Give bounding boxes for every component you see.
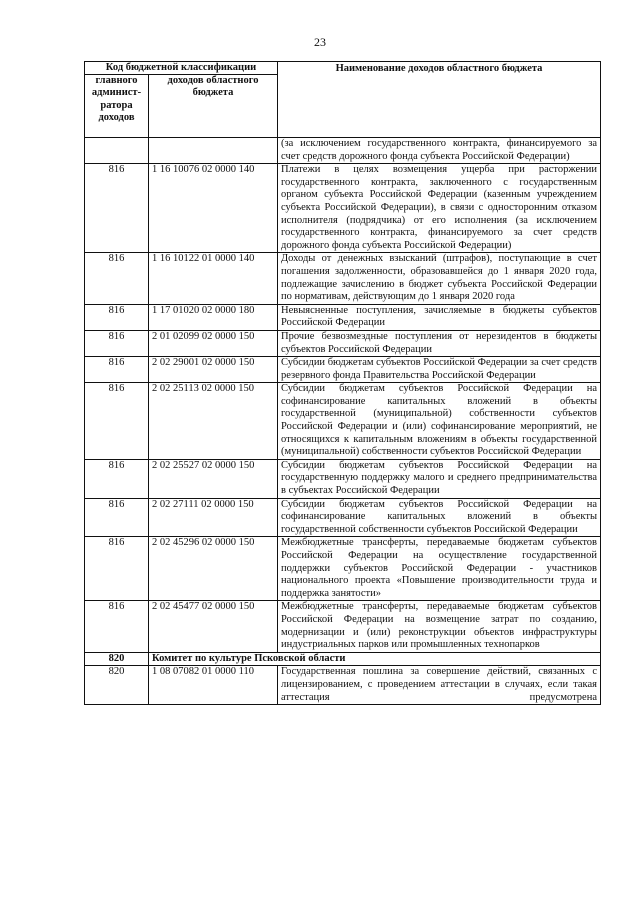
- admin-code-cell: 816: [85, 304, 149, 330]
- group-header-row: [85, 652, 601, 666]
- income-code-cell: 1 16 10122 01 0000 140: [149, 253, 278, 304]
- table-row: [85, 383, 601, 460]
- table-row: [85, 330, 601, 356]
- income-description-cell: Платежи в целях возмещения ущерба при расторжении государственного контракта, заключенного с государственным органом субъекта Российской Федерации (казенным учреждением субъекта Российской Федерации), в связи с односторонним отказом исполнителя (подрядчика) от его исполнения (за исключением государственного контракта, финансируемого за счет средств дорожного фонда субъекта Российской Федерации): [278, 164, 601, 253]
- income-code-cell: 2 02 27111 02 0000 150: [149, 498, 278, 537]
- group-admin-code: 820: [85, 652, 149, 666]
- budget-classification-table: [84, 61, 601, 705]
- income-description-cell: Межбюджетные трансферты, передаваемые бюджетам субъектов Российской Федерации на возмещение затрат по созданию, модернизации и (или) реконструкции объектов инфраструктуры индустриальных парков или промышленных технопарков: [278, 601, 601, 652]
- table-row: [85, 459, 601, 498]
- admin-code-cell: 816: [85, 330, 149, 356]
- admin-code-cell: 816: [85, 164, 149, 253]
- income-description-cell: Субсидии бюджетам субъектов Российской Федерации на государственную поддержку малого и среднего предпринимательства в субъектах Российской Федерации: [278, 459, 601, 498]
- header-name: Наименование доходов областного бюджета: [278, 62, 601, 138]
- income-description-cell: Субсидии бюджетам субъектов Российской Федерации на софинансирование капитальных вложений в объекты государственной (муниципальной) собственности субъектов Российской Федерации и (или) софинансирование мероприятий, не относящихся к капитальным вложениям в объекты государственной (муниципальной) собственности субъектов Российской Федерации: [278, 383, 601, 460]
- admin-code-cell: 816: [85, 459, 149, 498]
- table-row: [85, 537, 601, 601]
- admin-code-cell: 816: [85, 383, 149, 460]
- income-description-cell: Доходы от денежных взысканий (штрафов), поступающие в счет погашения задолженности, образовавшейся до 1 января 2020 года, подлежащие зачислению в бюджет субъекта Российской Федерации по нормативам, действующим до 1 января 2020 года: [278, 253, 601, 304]
- income-code-cell: 1 17 01020 02 0000 180: [149, 304, 278, 330]
- table-row: [85, 498, 601, 537]
- income-code-cell: 2 02 25527 02 0000 150: [149, 459, 278, 498]
- income-description-cell: Государственная пошлина за совершение действий, связанных с лицензированием, с проведением аттестации в случаях, если такая аттестация предусмотрена: [278, 666, 601, 705]
- admin-code-cell: 820: [85, 666, 149, 705]
- table-row: [85, 357, 601, 383]
- admin-code-cell: [85, 138, 149, 164]
- income-code-cell: 1 16 10076 02 0000 140: [149, 164, 278, 253]
- income-code-cell: 1 08 07082 01 0000 110: [149, 666, 278, 705]
- income-code-cell: 2 02 45477 02 0000 150: [149, 601, 278, 652]
- income-code-cell: 2 02 29001 02 0000 150: [149, 357, 278, 383]
- group-title: Комитет по культуре Псковской области: [149, 652, 601, 666]
- admin-code-cell: 816: [85, 253, 149, 304]
- income-description-cell: Субсидии бюджетам субъектов Российской Федерации за счет средств резервного фонда Правительства Российской Федерации: [278, 357, 601, 383]
- income-code-cell: [149, 138, 278, 164]
- admin-code-cell: 816: [85, 498, 149, 537]
- table-row: [85, 138, 601, 164]
- income-description-cell: Прочие безвозмездные поступления от нерезидентов в бюджеты субъектов Российской Федерации: [278, 330, 601, 356]
- income-description-cell: Межбюджетные трансферты, передаваемые бюджетам субъектов Российской Федерации на осуществление государственной поддержки субъектов Российской Федерации - участников национального проекта «Повышение производительности труда и поддержка занятости»: [278, 537, 601, 601]
- header-income: доходов областного бюджета: [149, 75, 278, 138]
- income-code-cell: 2 02 25113 02 0000 150: [149, 383, 278, 460]
- income-description-cell: (за исключением государственного контракта, финансируемого за счет средств дорожного фонда субъекта Российской Федерации): [278, 138, 601, 164]
- page-number: 23: [314, 35, 326, 49]
- table-row: [85, 164, 601, 253]
- admin-code-cell: 816: [85, 537, 149, 601]
- table-row: [85, 304, 601, 330]
- income-description-cell: Невыясненные поступления, зачисляемые в бюджеты субъектов Российской Федерации: [278, 304, 601, 330]
- header-admin: главного админист-ратора доходов: [85, 75, 149, 138]
- admin-code-cell: 816: [85, 357, 149, 383]
- income-description-cell: Субсидии бюджетам субъектов Российской Федерации на софинансирование капитальных вложений в объекты государственной собственности субъектов Российской Федерации: [278, 498, 601, 537]
- table-row: [85, 601, 601, 652]
- table-row: [85, 253, 601, 304]
- income-code-cell: 2 02 45296 02 0000 150: [149, 537, 278, 601]
- income-code-cell: 2 01 02099 02 0000 150: [149, 330, 278, 356]
- header-kbk: Код бюджетной классификации: [85, 62, 278, 75]
- admin-code-cell: 816: [85, 601, 149, 652]
- table-row: [85, 666, 601, 705]
